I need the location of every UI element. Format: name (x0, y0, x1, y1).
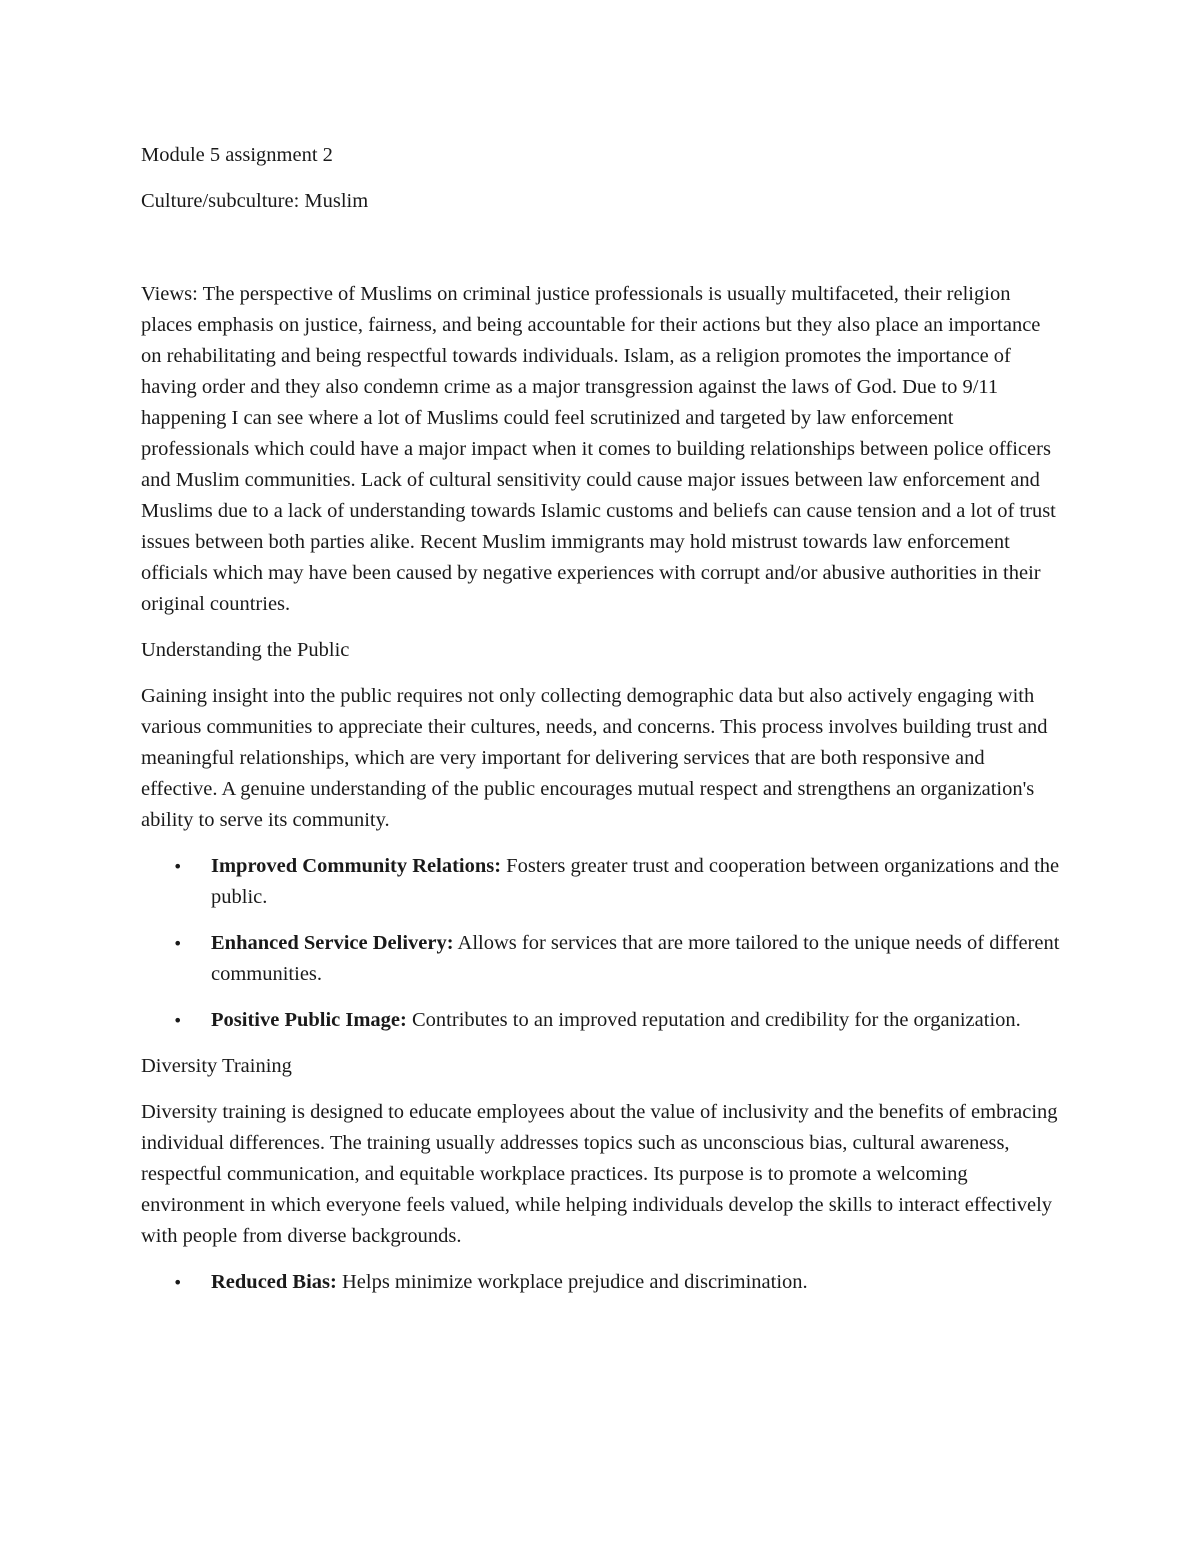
document-title: Module 5 assignment 2 (141, 144, 333, 166)
bullet-icon: • (173, 857, 183, 876)
bullet-term: Improved Community Relations: (211, 855, 502, 877)
bullet-text: Contributes to an improved reputation and credibility for the organization. (406, 1009, 1021, 1031)
diversity-training-bullet-list (141, 1267, 1066, 1298)
bullet-term: Positive Public Image: (211, 1009, 407, 1031)
section-heading-diversity-training: Diversity Training (141, 1055, 292, 1077)
bullet-text: Fosters greater trust and cooperation between organizations and the public. (211, 855, 1060, 908)
list-item (141, 1267, 1066, 1298)
understanding-public-paragraph: Gaining insight into the public requires not only collecting demographic data but also actively engaging with various communities to appreciate their cultures, needs, and concerns. This process involves building trust and meaningful relationships, which are very important for delivering services that are both responsive and effective. A genuine understanding of the public encourages mutual respect and strengthens an organization's ability to serve its community. (141, 685, 1048, 831)
bullet-term: Enhanced Service Delivery: (211, 932, 454, 954)
document-body (141, 140, 1066, 1313)
section-heading-understanding-public: Understanding the Public (141, 639, 350, 661)
list-item (141, 928, 1066, 990)
bullet-text: Helps minimize workplace prejudice and discrimination. (336, 1271, 808, 1293)
views-paragraph: Views: The perspective of Muslims on criminal justice professionals is usually multifaceted, their religion places emphasis on justice, fairness, and being accountable for their actions but they also place an importance on rehabilitating and being respectful towards individuals. Islam, as a religion promotes the importance of having order and they also condemn crime as a major transgression against the laws of God. Due to 9/11 happening I can see where a lot of Muslims could feel scrutinized and targeted by law enforcement professionals which could have a major impact when it comes to building relationships between police officers and Muslim communities. Lack of cultural sensitivity could cause major issues between law enforcement and Muslims due to a lack of understanding towards Islamic customs and beliefs can cause tension and a lot of trust issues between both parties alike. Recent Muslim immigrants may hold mistrust towards law enforcement officials which may have been caused by negative experiences with corrupt and/or abusive authorities in their original countries. (141, 283, 1056, 615)
bullet-icon: • (173, 934, 183, 953)
culture-line: Culture/subculture: Muslim (141, 190, 369, 212)
understanding-public-bullet-list (141, 851, 1066, 1036)
bullet-icon: • (173, 1273, 183, 1292)
list-item (141, 851, 1066, 913)
list-item (141, 1005, 1066, 1036)
bullet-text: Allows for services that are more tailored to the unique needs of different communities. (211, 932, 1060, 985)
bullet-icon: • (173, 1011, 183, 1030)
bullet-term: Reduced Bias: (211, 1271, 337, 1293)
diversity-training-paragraph: Diversity training is designed to educate employees about the value of inclusivity and the benefits of embracing individual differences. The training usually addresses topics such as unconscious bias, cultural awareness, respectful communication, and equitable workplace practices. Its purpose is to promote a welcoming environment in which everyone feels valued, while helping individuals develop the skills to interact effectively with people from diverse backgrounds. (141, 1101, 1058, 1247)
